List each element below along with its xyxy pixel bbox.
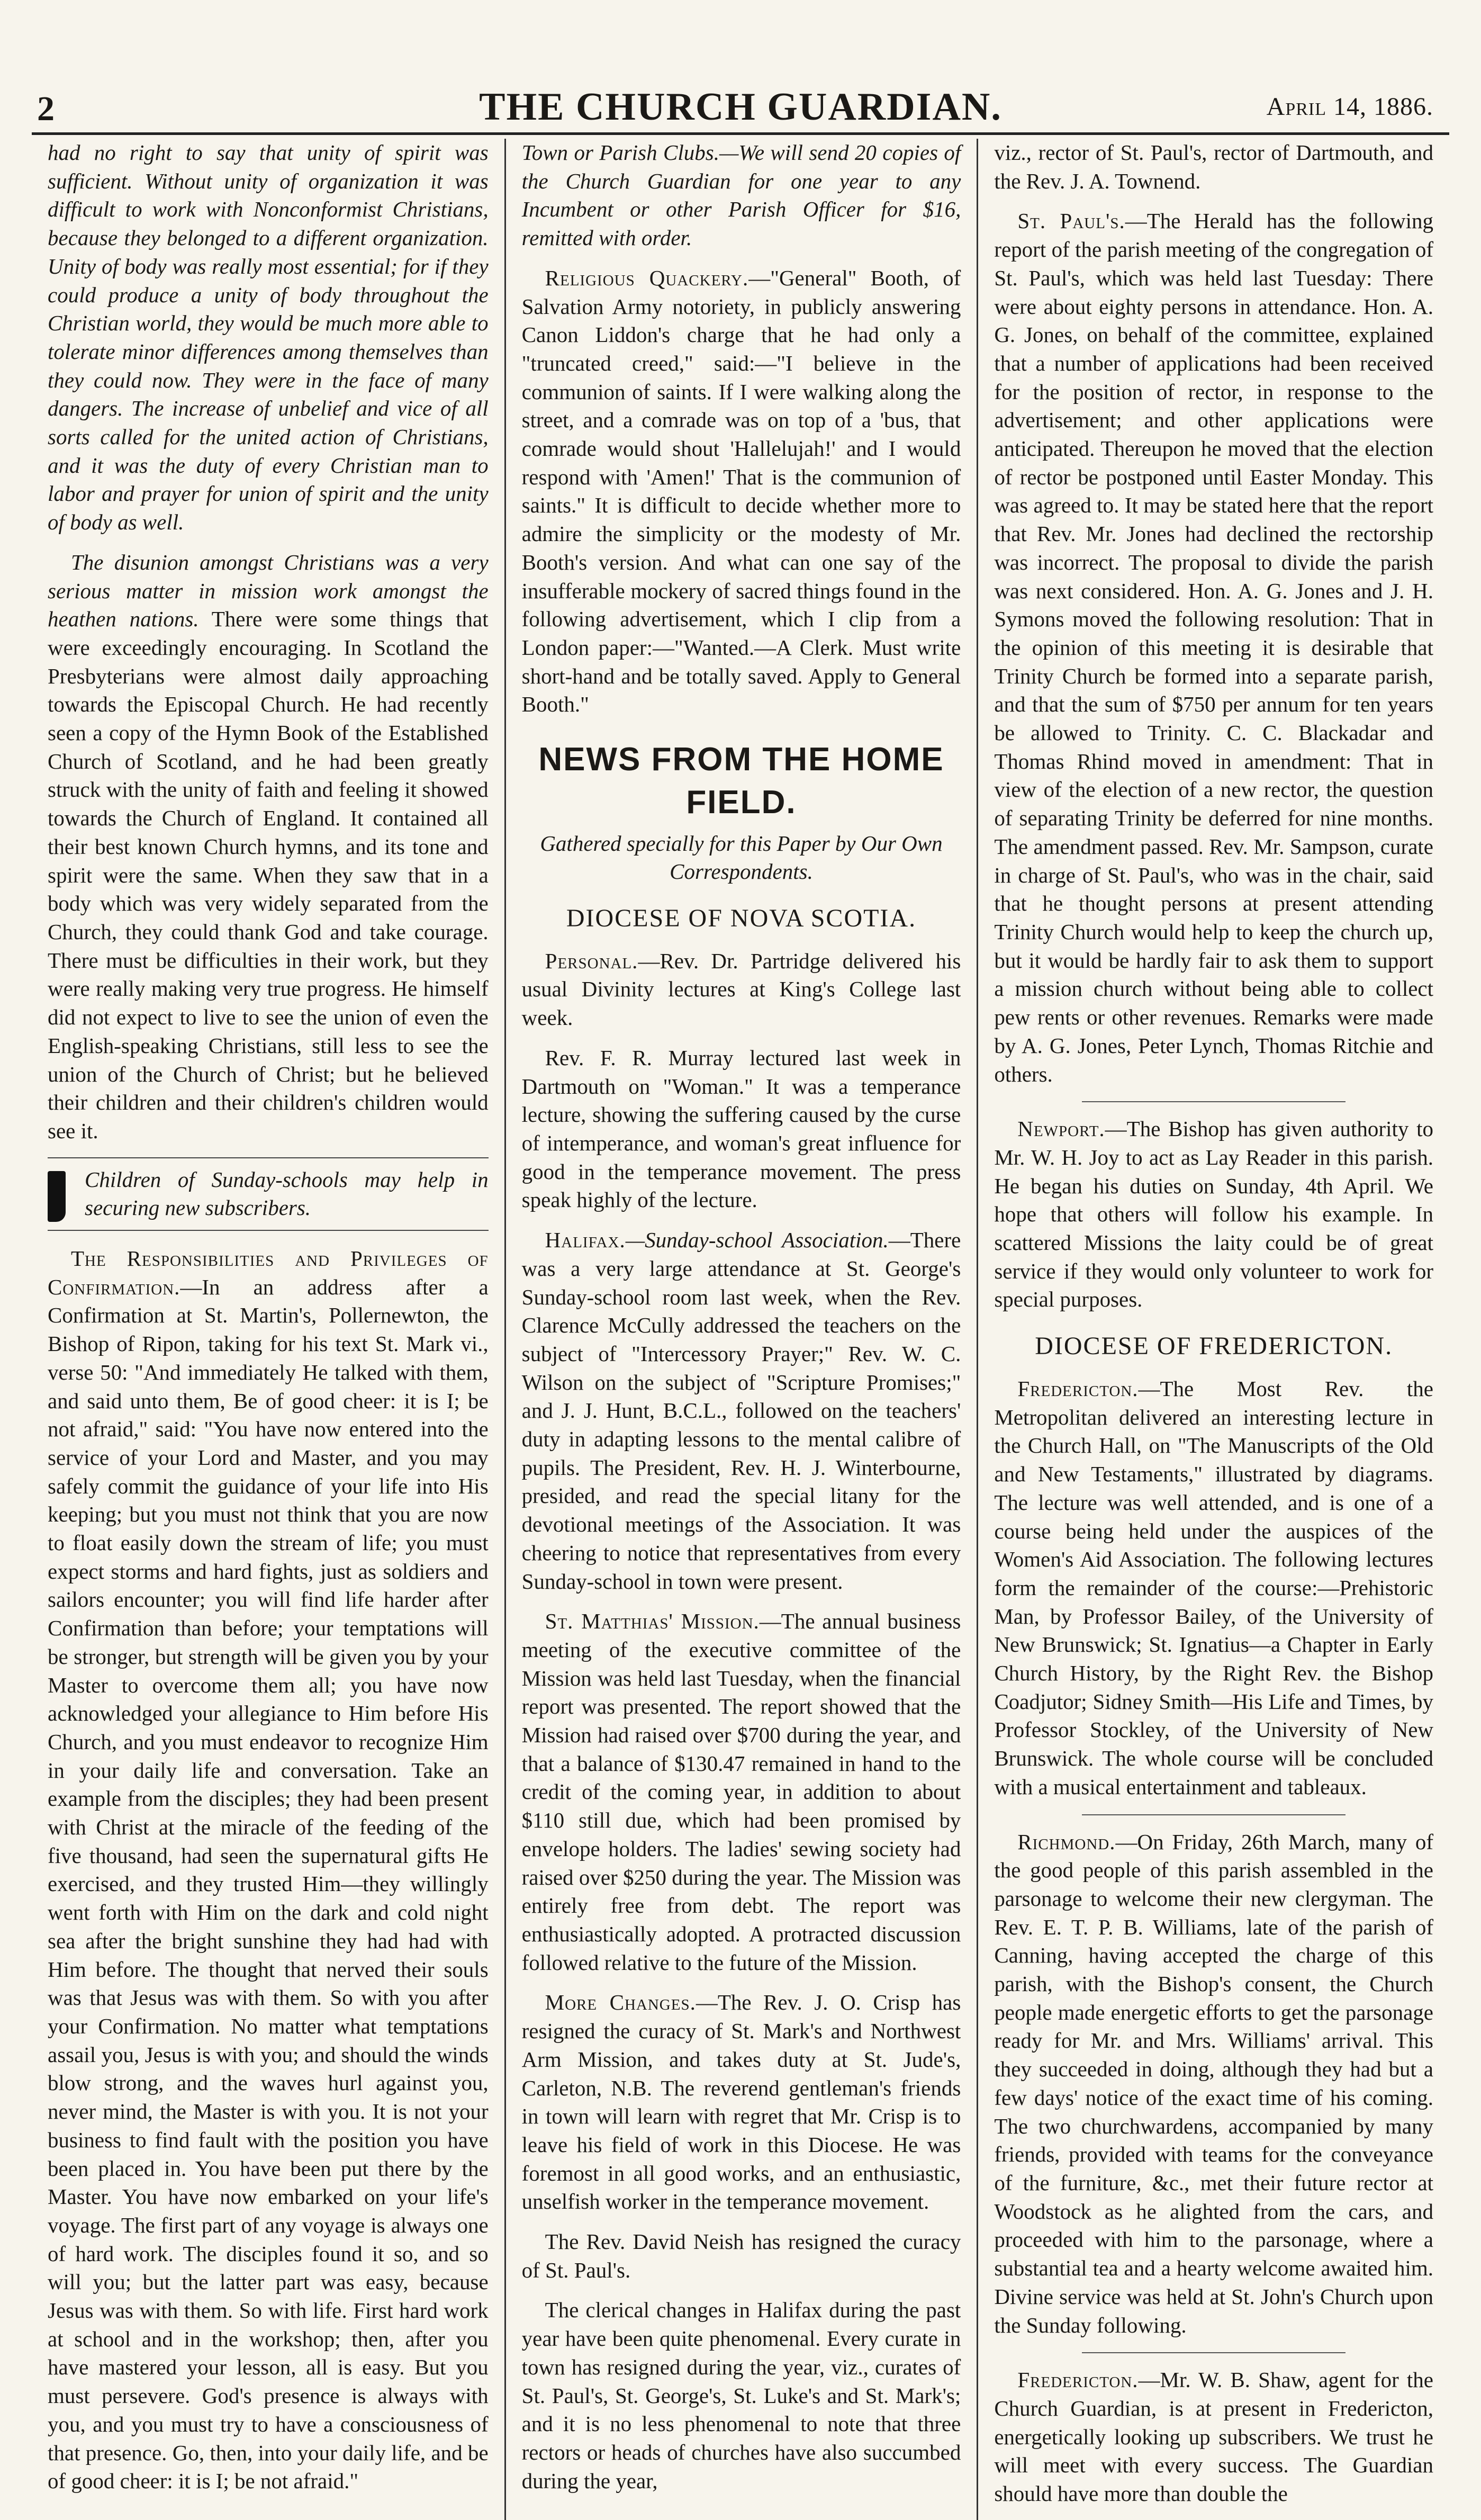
column-2 [504, 139, 977, 2520]
fredericton-agent-item: Fredericton.—Mr. W. B. Shaw, agent for the Church Guardian, is at present in Fredericton, energetically looking up subscribers. We trust he will meet with every success. The Guardian should have more than double the [994, 2368, 1433, 2506]
personal-item: Personal.—Rev. Dr. Partridge delivered his usual Divinity lectures at King's College last week. [521, 948, 961, 1030]
section-title: NEWS FROM THE HOME FIELD. [538, 741, 944, 821]
halifax-item: Halifax.—Sunday-school Association.—There was a very large attendance at St. George's Sunday-school room last week, when the Rev. Clarence McCully addressed the teachers on the subject of "Intercessory Prayer;" Rev. W. C. Wilson on the subject of "Scripture Promises;" and J. J. Hunt, B.C.L., followed on the teachers' duty in adapting lessons to the mental calibre of pupils. The President, Rev. H. J. Winterbourne, presided, and read the special litany for the devotional meetings of the Association. It was cheering to notice that representatives from every Sunday-school in town were present. [521, 1228, 961, 1594]
subscriber-notice: Children of Sunday-schools may help in securing new subscribers. [48, 1157, 489, 1231]
unity-article: had no right to say that unity of spirit was sufficient. Without unity of organization it was difficult to work with Nonconformist Christians, because they belonged to a different organization. Unity of body was really most essential; for if they could produce a unity of body throughout the Christian world, they would be much more able to tolerate minor differences among themselves than they could now. They were in the face of many dangers. The increase of unbelief and vice of all sorts called for the united action of Christians, and it was the duty of every Christian man to labor and prayer for union of spirit and the unity of body as well. [48, 140, 489, 535]
fredericton-lecture-item: Fredericton.—The Most Rev. the Metropolitan delivered an interesting lecture in the Church Hall, on "The Manuscripts of the Old and New Testaments," illustrated by diagrams. The lecture was well attended, and is one of a course being held under the auspices of the Women's Aid Association. The following lectures form the remainder of the course:—Prehistoric Man, by Professor Bailey, of the University of New Brunswick; St. Ignatius—a Chapter in Early Church History, by the Right Rev. the Bishop Coadjutor; Sidney Smith—His Life and Times, by Professor Stockley, of the University of New Brunswick. The whole course will be concluded with a musical entertainment and tableaux. [994, 1376, 1433, 1799]
stpauls-item: St. Paul's.—The Herald has the following report of the parish meeting of the congregation of St. Paul's, which was held last Tuesday: There were about eighty persons in attendance. Hon. A. G. Jones, on behalf of the committee, explained that a number of applications had been received for the position of rector, in response to the advertisement; and other applications were anticipated. Thereupon he moved that the election of rector be postponed until Easter Monday. This was agreed to. It may be stated here that the report that Rev. Mr. Jones had declined the rectorship was incorrect. The proposal to divide the parish was next considered. Hon. A. G. Jones and J. H. Symons moved the following resolution: That in the opinion of this meeting it is desirable that Trinity Church be formed into a separate parish, and that the sum of $750 per annum for ten years be allowed to Trinity. C. C. Blackadar and Thomas Rhind moved in amendment: That in view of the election of a new rector, the question of separating Trinity be deferred for nine months. The amendment passed. Rev. Mr. Sampson, curate in charge of St. Paul's, who was in the chair, said that he thought persons at present attending Trinity Church would help to keep the church up, but it would be hardly fair to ask them to support a mission church without being able to collect pew rents or other revenues. Remarks were made by A. G. Jones, Peter Lynch, Thomas Ritchie and others. [994, 209, 1433, 1086]
issue-date: April 14, 1886. [1266, 93, 1433, 121]
continued-text: viz., rector of St. Paul's, rector of Dartmouth, and the Rev. J. A. Townend. [994, 140, 1433, 193]
diocese-heading-nova-scotia: DIOCESE OF NOVA SCOTIA. [566, 904, 917, 932]
quackery-article: Religious Quackery.—"General" Booth, of Salvation Army notoriety, in publicly answering Canon Liddon's charge that he had only a "truncated creed," said:—"I believe in the communion of saints. If I were walking along the street, and a comrade was on top of a 'bus, that comrade would shout 'Hallelujah!' and I would respond with 'Amen!' That is the communion of saints." It is difficult to decide whether more to admire the simplicity or the modesty of Mr. Booth's version. And what can one say of the insufferable mockery of sacred things found in the following advertisement, which I clip from a London paper:—"Wanted.—A Clerk. Must write short-hand and be totally saved. Apply to General Booth." [521, 265, 961, 717]
clerical-item: The clerical changes in Halifax during the past year have been quite phenomenal. Every curate in town has resigned during the year, viz., curates of St. Paul's, St. George's, St. Luke's and St. Mark's; and it is no less phenomenal to note that three rectors or heads of churches have also succumbed during the year, [521, 2298, 961, 2493]
pointing-hand-icon [48, 1171, 66, 1222]
diocese-heading-fredericton: DIOCESE OF FREDERICTON. [1035, 1332, 1393, 1361]
page-header [0, 0, 1481, 132]
section-subtitle: Gathered specially for this Paper by Our Own Correspondents. [540, 831, 943, 884]
article-columns [32, 139, 1449, 2506]
matthias-item: St. Matthias' Mission.—The annual business meeting of the executive committee of the Mission was held last Tuesday, when the financial report was presented. The report showed that the Mission had raised over $700 during the year, and that a balance of $130.47 remained in hand to the credit of the coming year, in addition to about $110 still due, which had been promised by envelope holders. The ladies' sewing society had raised over $250 during the year. The Mission was entirely free from debt. The report was enthusiastically adopted. A protracted discussion followed relative to the future of the Mission. [521, 1609, 961, 1975]
confirmation-article: The Responsibilities and Privileges of Confirmation.—In an address after a Confirmation at St. Martin's, Pollernewton, the Bishop of Ripon, taking for his text St. Mark vi., verse 50: "And immediately He talked with them, and said unto them, Be of good cheer: it is I; be not afraid," said: "You have now entered into the service of your Lord and Master, and you may safely commit the guidance of your life into His keeping; but you must not think that you are now to float easily down the stream of life; you must expect storms and hard fights, just as soldiers and sailors encounter; you will find life harder after Confirmation than before; your temptations will be stronger, but strength will be given you by your Master to overcome them all; you have now acknowledged your allegiance to Him before His Church, and you must endeavor to recognize Him in your daily life and conversation. Take an example from the disciples; they had been present with Christ at the miracle of the feeding of the five thousand, had seen the supernatural gifts He exercised, and they trusted Him—they willingly went forth with Him on the dark and cold night sea after the bright sunshine they had had with Him before. The thought that nerved their souls was that Jesus was with them. So with you after your Confirmation. No matter what temptations assail you, Jesus is with you; and should the winds blow strong, and the waves hurl against you, never mind, the Master is with you. It is not your business to find fault with the position you have been placed in. You have been put there by the Master. You have now embarked on your life's voyage. The first part of any voyage is always one of hard work. The disciples found it so, and so will you; but the latter part was easy, because Jesus was with them. So with life. First hard work at school and in the workshop; then, after you have mastered your lesson, all is easy. But you must persevere. God's presence is always with you, and you must try to have a consciousness of that presence. Go, then, into your daily life, and be of good cheer: it is I; be not afraid." [48, 1246, 489, 2494]
disunion-paragraph: The disunion amongst Christians was a very serious matter in mission work amongst the heathen nations. There were some things that were exceedingly encouraging. In Scotland the Presbyterians were almost daily approaching towards the Episcopal Church. He had recently seen a copy of the Hymn Book of the Established Church of Scotland, and he had been greatly struck with the unity of faith and feeling it showed towards the Church of England. It contained all their best known Church hymns, and its tone and spirit were the same. When they saw that in a body which was very widely separated from the Church, they could thank God and take courage. There must be difficulties in their work, but they were really making very true progress. He himself did not expect to live to see the union of even the English-speaking Christians, still less to see the union of the Church of Christ; but he believed their children and their children's children would see it. [48, 550, 489, 1143]
divider [1082, 1814, 1345, 1815]
changes-item: More Changes.—The Rev. J. O. Crisp has resigned the curacy of St. Mark's and Northwest Arm Mission, and takes duty at St. Jude's, Carleton, N.B. The reverend gentleman's friends in town will learn with regret that Mr. Crisp is to leave his field of work in this Diocese. He was foremost in all good works, and an enthusiastic, unselfish worker in the temperance movement. [521, 1990, 961, 2214]
newport-item: Newport.—The Bishop has given authority to Mr. W. H. Joy to act as Lay Reader in this parish. He began his duties on Sunday, 4th April. We hope that others will follow his example. In scattered Missions the laity could be of great service if they would only volunteer to work for special purposes. [994, 1117, 1433, 1312]
neish-item: The Rev. David Neish has resigned the curacy of St. Paul's. [521, 2229, 961, 2282]
divider [1082, 1101, 1345, 1102]
divider [1082, 2352, 1345, 2353]
masthead-title: THE CHURCH GUARDIAN. [479, 85, 1002, 129]
clubs-notice: Town or Parish Clubs.—We will send 20 copies of the Church Guardian for one year to any Incumbent or other Parish Officer for $16, remitted with order. [521, 140, 961, 250]
murray-item: Rev. F. R. Murray lectured last week in Dartmouth on "Woman." It was a temperance lecture, showing the suffering caused by the curse of intemperance, and woman's great influence for good in the temperance movement. The press speak highly of the lecture. [521, 1045, 961, 1212]
page-number: 2 [37, 89, 55, 128]
richmond-item: Richmond.—On Friday, 26th March, many of the good people of this parish assembled in the parsonage to welcome their new clergyman. The Rev. E. T. P. B. Williams, late of the parish of Canning, having accepted the charge of this parish, with the Bishop's consent, the Church people made energetic efforts to get the parsonage ready for Mr. and Mrs. Williams' arrival. This they succeeded in doing, although they had but a few days' notice of the exact time of his coming. The two churchwardens, accompanied by many friends, provided with teams for the conveyance of the furniture, &c., met their future rector at Woodstock as he alighted from the cars, and proceeded with him to the parsonage, where a substantial tea and a hearty welcome awaited him. Divine service was held at St. John's Church upon the Sunday following. [994, 1829, 1433, 2337]
header-rule [32, 132, 1449, 135]
column-3 [977, 139, 1449, 2520]
column-1 [32, 139, 504, 2520]
